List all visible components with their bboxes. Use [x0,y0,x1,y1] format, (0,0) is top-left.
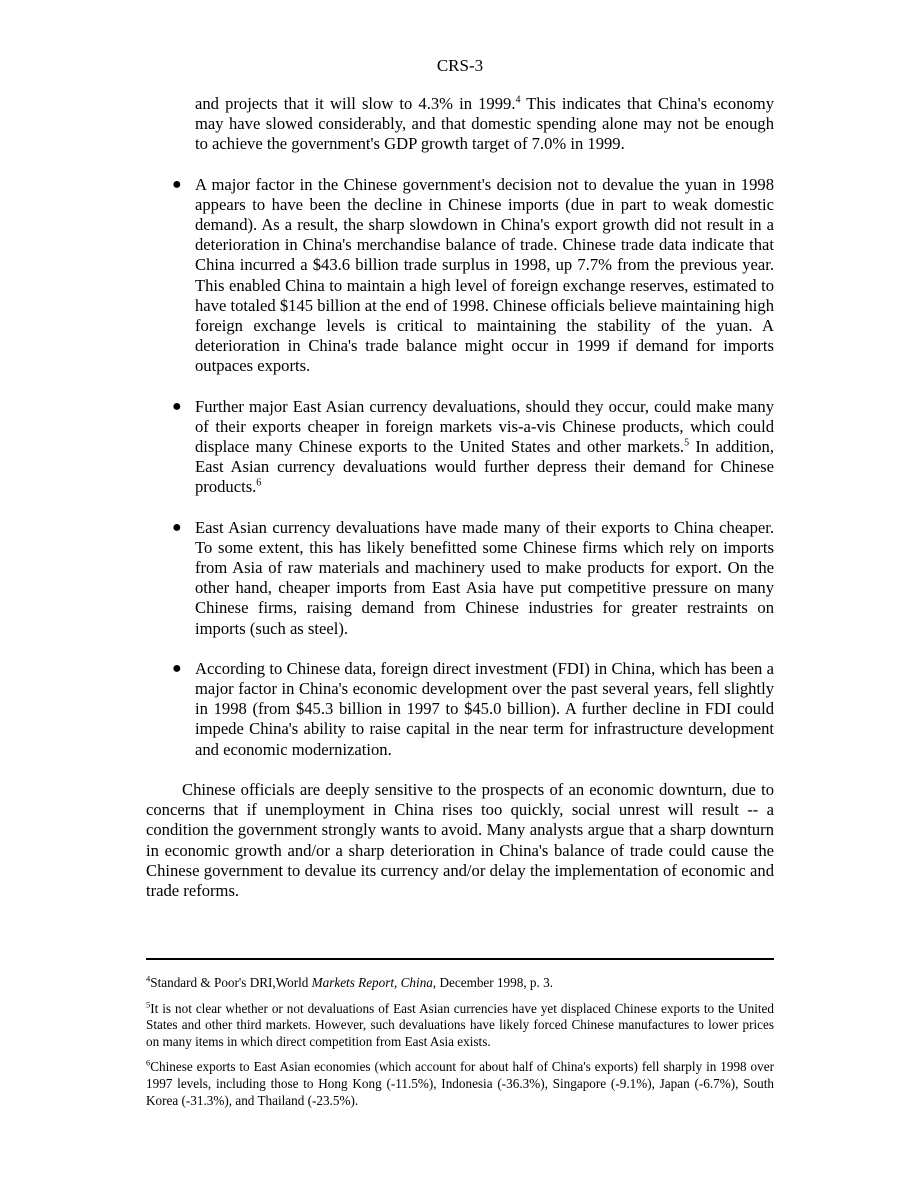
bullet-icon: ● [172,397,182,415]
footnote-6: $^6$Chinese exports to East Asian economies (which account for about half of China's exports) fell sharply in 1998 over 1997 levels, including those to Hong Kong (-11.5%), Indonesia (-36.3%), Singapore (-9.1%), Japan (-6.7%), South Korea (-31.3%), and Thailand (-23.5%). [146,1057,774,1108]
footnotes-section [146,975,774,1118]
page-header [0,56,920,76]
publication-title: Markets Report, China [311,975,433,990]
bullet-text-cont: In addition, East Asian currency devaluations would further depress their demand for Chinese products. [195,437,774,497]
footnote-ref-6[interactable]: 6 [256,477,262,489]
footnote-ref-5[interactable]: 5 [684,437,690,449]
footnote-4: $^4$Standard & Poor's DRI,World Markets Report, China, December 1998, p. 3. [146,973,554,990]
bullet-text: A major factor in the Chinese government's decision not to devalue the yuan in 1998 appears to have been the decline in Chinese imports (due in part to weak domestic demand). As a result, the sharp slowdown in China's export growth did not result in a deterioration in China's merchandise balance of trade. Chinese trade data indicate that China incurred a $43.6 billion trade surplus in 1998, up 7.7% from the previous year. This enabled China to maintain a high level of foreign exchange reserves, estimated to have totaled $145 billion at the end of 1998. Chinese officials believe maintaining high foreign exchange levels is critical to maintaining the stability of the yuan. A deterioration in China's trade balance might occur in 1999 if demand for imports outpaces exports. [195,174,774,376]
footnote-number: 5 [146,999,151,1010]
footnote-divider [146,958,774,960]
bullet-item-fdi [146,659,774,760]
page-number: CRS-3 [436,56,484,75]
bullet-item-currency-devaluations [146,397,774,498]
footnote-number: 6 [146,1057,151,1068]
bullet-item-yuan-devaluation [146,175,774,377]
document-body [146,94,774,901]
continued-bullet-text: and projects that it will slow to 4.3% in 1999.$^4$ This indicates that China's economy may have slowed considerably, and that domestic spending alone may not be enough to achieve the government's GDP growth target of 7.0% in 1999. [195,94,774,154]
bullet-icon: ● [172,518,182,536]
bullet-text: East Asian currency devaluations have made many of their exports to China cheaper. To some extent, this has likely benefitted some Chinese firms which rely on imports from Asia of raw materials and machinery used to make products for export. On the other hand, cheaper imports from East Asia have put competitive pressure on many Chinese firms, raising demand from Chinese industries for greater restraints on imports (such as steel). [195,517,774,638]
bullet-item-cheaper-exports [146,518,774,639]
bullet-text: Further major East Asian currency devaluations, should they occur, could make many of their exports cheaper in foreign markets vis-a-vis Chinese products, which could displace many Chinese exports to the United States and other markets. [195,396,774,457]
footnote-ref-4[interactable]: 4 [515,94,521,106]
bullet-text: According to Chinese data, foreign direct investment (FDI) in China, which has been a major factor in China's economic development over the past several years, fell slightly in 1998 (from $45.3 billion in 1997 to $45.0 billion). A further decline in FDI could impede China's ability to raise capital in the near term for infrastructure development and economic modernization. [195,658,774,759]
bullet-icon: ● [172,175,182,193]
footnote-number: 4 [146,973,151,984]
footnote-5: $^5$It is not clear whether or not devaluations of East Asian currencies have yet displaced Chinese exports to the United States and other third markets. However, such devaluations have likely forced Chinese manufactures to lower prices on many items in which direct competition from East Asia exists. [146,999,774,1049]
closing-paragraph: Chinese officials are deeply sensitive to the prospects of an economic downturn, due to concerns that if unemployment in China rises too quickly, social unrest will result -- a condition the government strongly wants to avoid. Many analysts argue that a sharp downturn in economic growth and/or a sharp deterioration in China's balance of trade could cause the Chinese government to devalue its currency and/or delay the implementation of economic and trade reforms. [146,779,774,900]
bullet-icon: ● [172,659,182,677]
